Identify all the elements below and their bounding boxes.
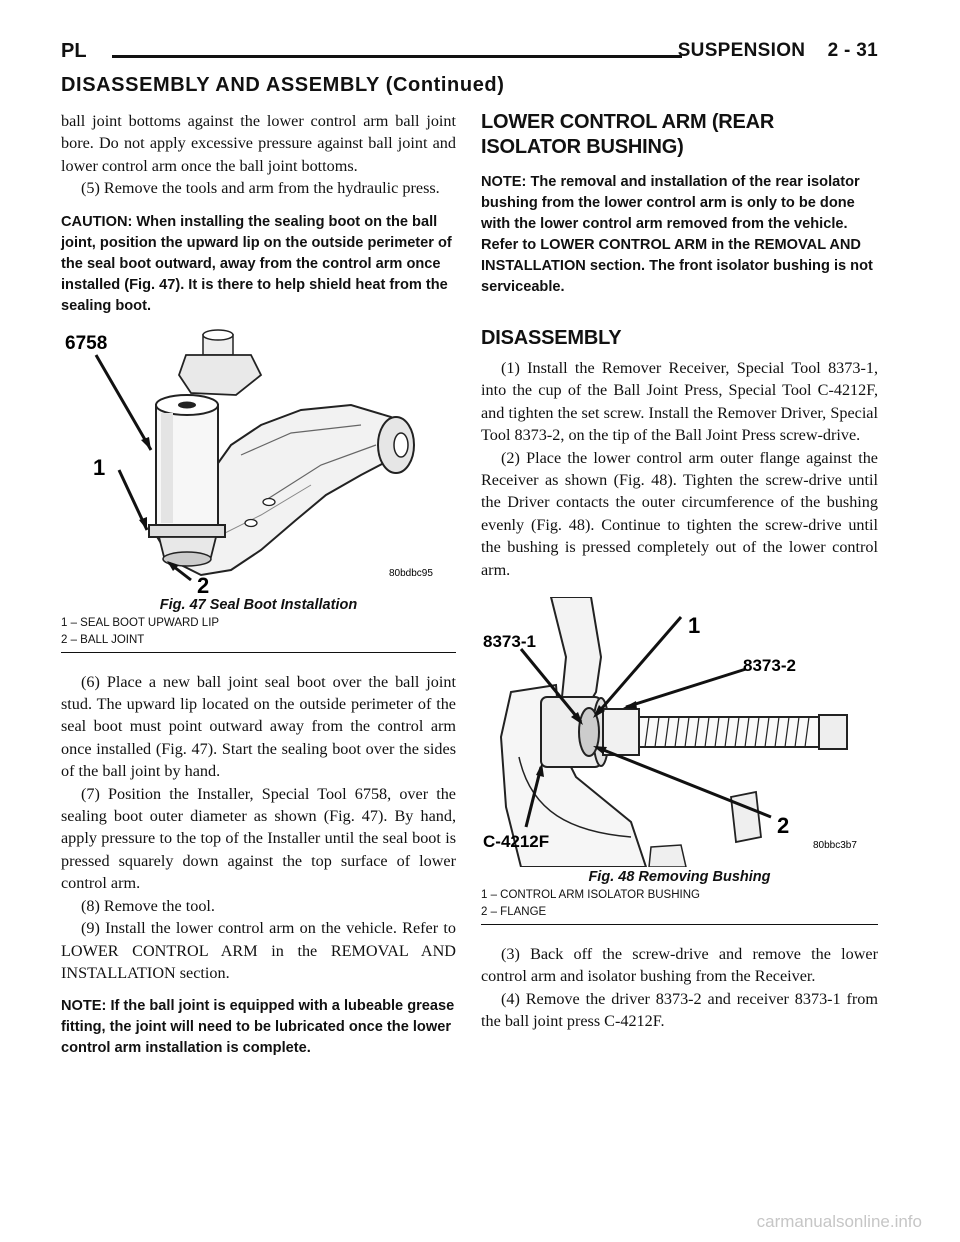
fig48-label-driver: 8373-2 [743, 656, 796, 676]
header-rule [112, 55, 682, 58]
figure-48 [481, 597, 878, 925]
paragraph-continued: ball joint bottoms against the lower control arm ball joint bore. Do not apply excessive pressure against ball joint and lower control arm once the ball joint bottoms. [61, 112, 456, 175]
note-rear-isolator: NOTE: The removal and installation of the rear isolator bushing from the lower control arm is only to be done with the lower control arm removed from the vehicle. Refer to LOWER CONTROL ARM in the REMOVAL AND INSTALLATION section. The front isolator bushing is not serviceable. [481, 174, 873, 295]
section-title: DISASSEMBLY AND ASSEMBLY (Continued) [61, 74, 505, 96]
removing-bushing-illustration [481, 597, 878, 867]
right-column [481, 110, 878, 1033]
fig47-rule [61, 652, 456, 653]
header-section-code: PL [61, 40, 87, 62]
fig47-legend-2: 2 – BALL JOINT [61, 633, 145, 646]
fig47-callout-2: 2 [197, 572, 210, 595]
fig48-rule [481, 924, 878, 925]
step-2: (2) Place the lower control arm outer flange against the Receiver as shown (Fig. 48). Tighten the screw-drive until the Driver contacts the outer circumference of the bushing evenly (Fig. 48). Continue to tighten the screw-drive until the bushing is pressed completely out of the lower control arm. [481, 448, 878, 579]
step-8: (8) Remove the tool. [81, 896, 215, 915]
step-9: (9) Install the lower control arm on the vehicle. Refer to LOWER CONTROL ARM in the REMOVAL AND INSTALLATION section. [61, 919, 456, 982]
fig47-code: 80bdbc95 [389, 567, 433, 579]
step-1: (1) Install the Remover Receiver, Special Tool 8373-1, into the cup of the Ball Joint Press, Special Tool C-4212F, and tighten the set screw. Install the Remover Driver, Special Tool 8373-2, on the tip of the Ball Joint Press screw-drive. [481, 359, 878, 445]
caution-note: CAUTION: When installing the sealing boot on the ball joint, position the upward lip on the outside perimeter of the seal boot outward, away from the control arm once installed (Fig. 47). It is there to help shield heat from the sealing boot. [61, 213, 452, 314]
step-7: (7) Position the Installer, Special Tool 6758, over the sealing boot outer diameter as shown (Fig. 47). By hand, apply pressure to the top of the Installer until the seal boot is pressed squarely down against the top surface of lower control arm. [61, 784, 456, 893]
fig48-legend-1: 1 – CONTROL ARM ISOLATOR BUSHING [481, 889, 700, 902]
fig47-callout-1: 1 [93, 454, 106, 480]
fig47-legend-1: 1 – SEAL BOOT UPWARD LIP [61, 616, 220, 629]
fig48-label-receiver: 8373-1 [483, 632, 536, 652]
step-4: (4) Remove the driver 8373-2 and receiver 8373-1 from the ball joint press C-4212F. [481, 989, 878, 1031]
heading-disassembly: DISASSEMBLY [481, 327, 622, 349]
fig48-callout-1: 1 [688, 613, 701, 639]
note-grease-fitting: NOTE: If the ball joint is equipped with a lubeable grease fitting, the joint will need to be lubricated once the lower control arm installation is complete. [61, 998, 455, 1057]
watermark: carmanualsonline.info [756, 1212, 922, 1231]
fig47-tool-label: 6758 [65, 332, 108, 354]
fig48-code: 80bbc3b7 [813, 840, 857, 852]
figure-47 [61, 325, 456, 653]
heading-rear-isolator-bushing: LOWER CONTROL ARM (REAR ISOLATOR BUSHING) [481, 111, 775, 158]
fig48-caption: Fig. 48 Removing Bushing [588, 869, 771, 886]
header-page-ref: SUSPENSION 2 - 31 [677, 40, 878, 61]
fig48-callout-2: 2 [777, 813, 790, 839]
seal-boot-installation-illustration [61, 325, 456, 595]
left-column [61, 110, 456, 1059]
step-6: (6) Place a new ball joint seal boot over the ball joint stud. The upward lip located on the outside perimeter of the seal boot must point outward away from the control arm once installed (Fig. 47). Start the sealing boot over the sides of the ball joint by hand. [61, 672, 456, 781]
step-3: (3) Back off the screw-drive and remove the lower control arm and isolator bushing from the Receiver. [481, 945, 878, 986]
fig48-legend-2: 2 – FLANGE [481, 906, 547, 919]
fig48-label-press: C-4212F [483, 832, 550, 852]
step-5: (5) Remove the tools and arm from the hydraulic press. [81, 179, 440, 198]
fig47-caption: Fig. 47 Seal Boot Installation [159, 596, 358, 613]
